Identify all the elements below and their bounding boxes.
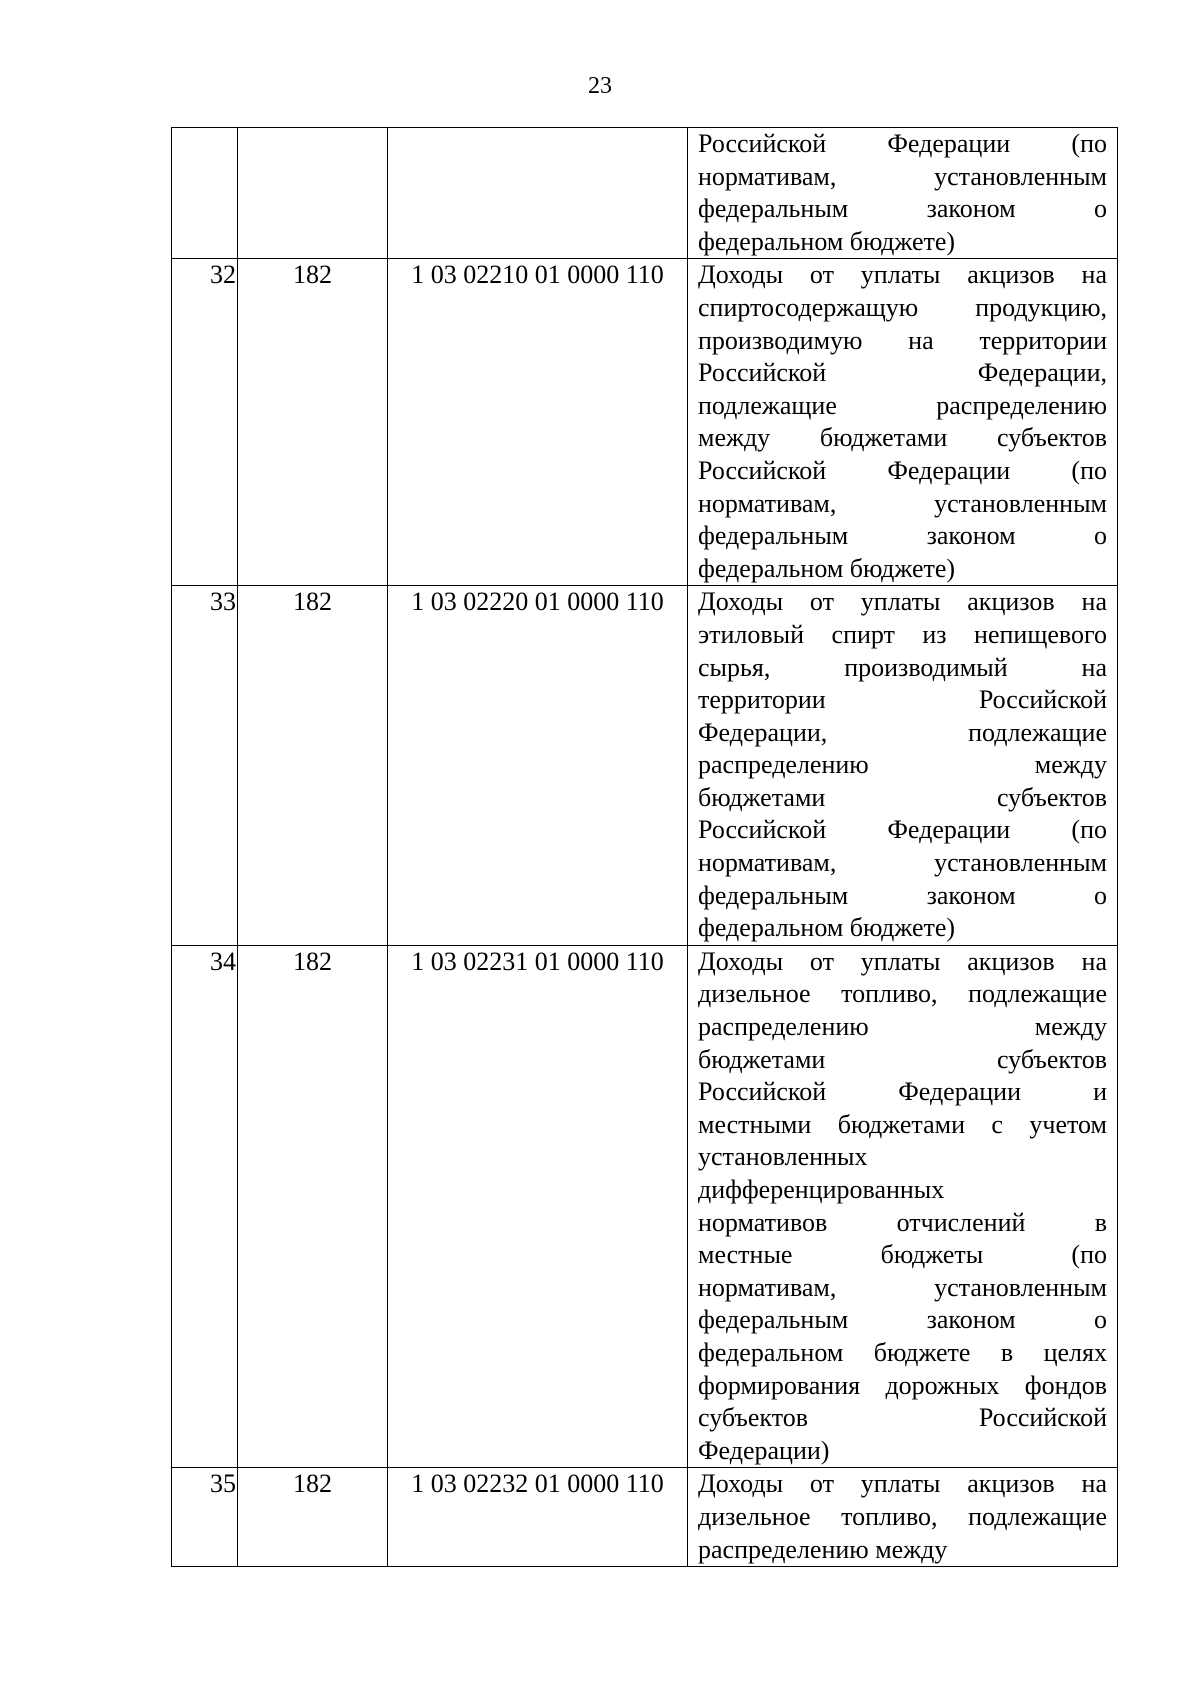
revenue-name-line: местные бюджеты (по	[698, 1240, 1107, 1270]
revenue-name-line: федеральном бюджете)	[698, 913, 956, 943]
revenue-name-line: распределению между	[698, 1012, 1107, 1042]
row-number-cell: 34	[172, 945, 238, 1468]
table-body	[172, 128, 1118, 1567]
row-number-cell: 33	[172, 586, 238, 946]
revenue-name-cell	[688, 945, 1118, 1468]
revenue-name-line: федеральным законом о	[698, 194, 1107, 224]
revenue-name-line: распределению между	[698, 750, 1107, 780]
table-row	[172, 945, 1118, 1468]
revenue-name-line: федеральным законом о	[698, 521, 1107, 551]
revenue-name-line: Федерации, подлежащие	[698, 717, 1107, 747]
page-number: 23	[588, 73, 612, 99]
administrator-code-cell: 182	[238, 586, 388, 946]
budget-classification-code-cell: 1 03 02232 01 0000 110	[388, 1468, 688, 1567]
revenue-name-line: федеральным законом о	[698, 880, 1107, 910]
revenue-name-line: спиртосодержащую продукцию,	[698, 292, 1107, 322]
revenue-name-line: этиловый спирт из непищевого	[698, 619, 1107, 649]
revenue-name-line: Доходы от уплаты акцизов на	[698, 260, 1107, 290]
revenue-name-line: Российской Федерации (по	[698, 815, 1107, 845]
table-row	[172, 259, 1118, 586]
revenue-name-cell	[688, 586, 1118, 946]
row-number-cell: 32	[172, 259, 238, 586]
revenue-name-line: федеральном бюджете)	[698, 226, 956, 256]
revenue-name-line: Российской Федерации и	[698, 1077, 1107, 1107]
revenue-name-line: нормативам, установленным	[698, 488, 1107, 518]
revenue-name-line: дизельное топливо, подлежащие	[698, 1501, 1107, 1531]
revenue-name-line: территории Российской	[698, 685, 1107, 715]
revenue-name-line: федеральным законом о	[698, 1305, 1107, 1335]
revenue-name-line: установленных	[698, 1142, 868, 1172]
budget-classification-code-cell	[388, 128, 688, 259]
revenue-name-line: дифференцированных	[698, 1175, 945, 1204]
revenue-name-line: Российской Федерации,	[698, 358, 1107, 388]
revenue-name-line: нормативам, установленным	[698, 161, 1107, 191]
revenue-name-line: производимую на территории	[698, 325, 1107, 355]
revenue-name-line: Доходы от уплаты акцизов на	[698, 946, 1107, 976]
revenue-name-line: Федерации)	[698, 1435, 830, 1465]
revenue-name-line: бюджетами субъектов	[698, 782, 1107, 812]
revenue-name-cell	[688, 128, 1118, 259]
revenue-name-line: Российской Федерации (по	[698, 129, 1107, 158]
budget-classification-code-cell: 1 03 02220 01 0000 110	[388, 586, 688, 946]
revenue-name-line: федеральном бюджете в целях	[698, 1337, 1107, 1367]
revenue-name-line: дизельное топливо, подлежащие	[698, 979, 1107, 1009]
revenue-name-line: Доходы от уплаты акцизов на	[698, 587, 1107, 617]
revenue-name-line: Российской Федерации (по	[698, 455, 1107, 485]
revenue-name-line: нормативам, установленным	[698, 848, 1107, 878]
administrator-code-cell: 182	[238, 945, 388, 1468]
revenue-name-line: местными бюджетами с учетом	[698, 1109, 1107, 1139]
budget-classification-code-cell: 1 03 02210 01 0000 110	[388, 259, 688, 586]
table-row	[172, 1468, 1118, 1567]
row-number-cell: 35	[172, 1468, 238, 1567]
revenue-name-line: субъектов Российской	[698, 1403, 1107, 1433]
revenue-name-line: подлежащие распределению	[698, 390, 1107, 420]
revenue-name-line: федеральном бюджете)	[698, 553, 956, 583]
revenue-name-line: распределению между	[698, 1534, 948, 1564]
row-number-cell	[172, 128, 238, 259]
revenue-name-line: сырья, производимый на	[698, 652, 1107, 682]
revenue-name-line: Доходы от уплаты акцизов на	[698, 1469, 1107, 1499]
budget-revenue-table	[171, 127, 1118, 1567]
revenue-name-cell	[688, 259, 1118, 586]
revenue-name-line: формирования дорожных фондов	[698, 1370, 1107, 1400]
revenue-name-cell	[688, 1468, 1118, 1567]
revenue-name-line: бюджетами субъектов	[698, 1044, 1107, 1074]
table-row	[172, 128, 1118, 259]
administrator-code-cell	[238, 128, 388, 259]
budget-classification-code-cell: 1 03 02231 01 0000 110	[388, 945, 688, 1468]
administrator-code-cell: 182	[238, 259, 388, 586]
revenue-name-line: нормативам, установленным	[698, 1272, 1107, 1302]
administrator-code-cell: 182	[238, 1468, 388, 1567]
table-row	[172, 586, 1118, 946]
revenue-name-line: нормативов отчислений в	[698, 1207, 1107, 1237]
revenue-name-line: между бюджетами субъектов	[698, 423, 1107, 453]
